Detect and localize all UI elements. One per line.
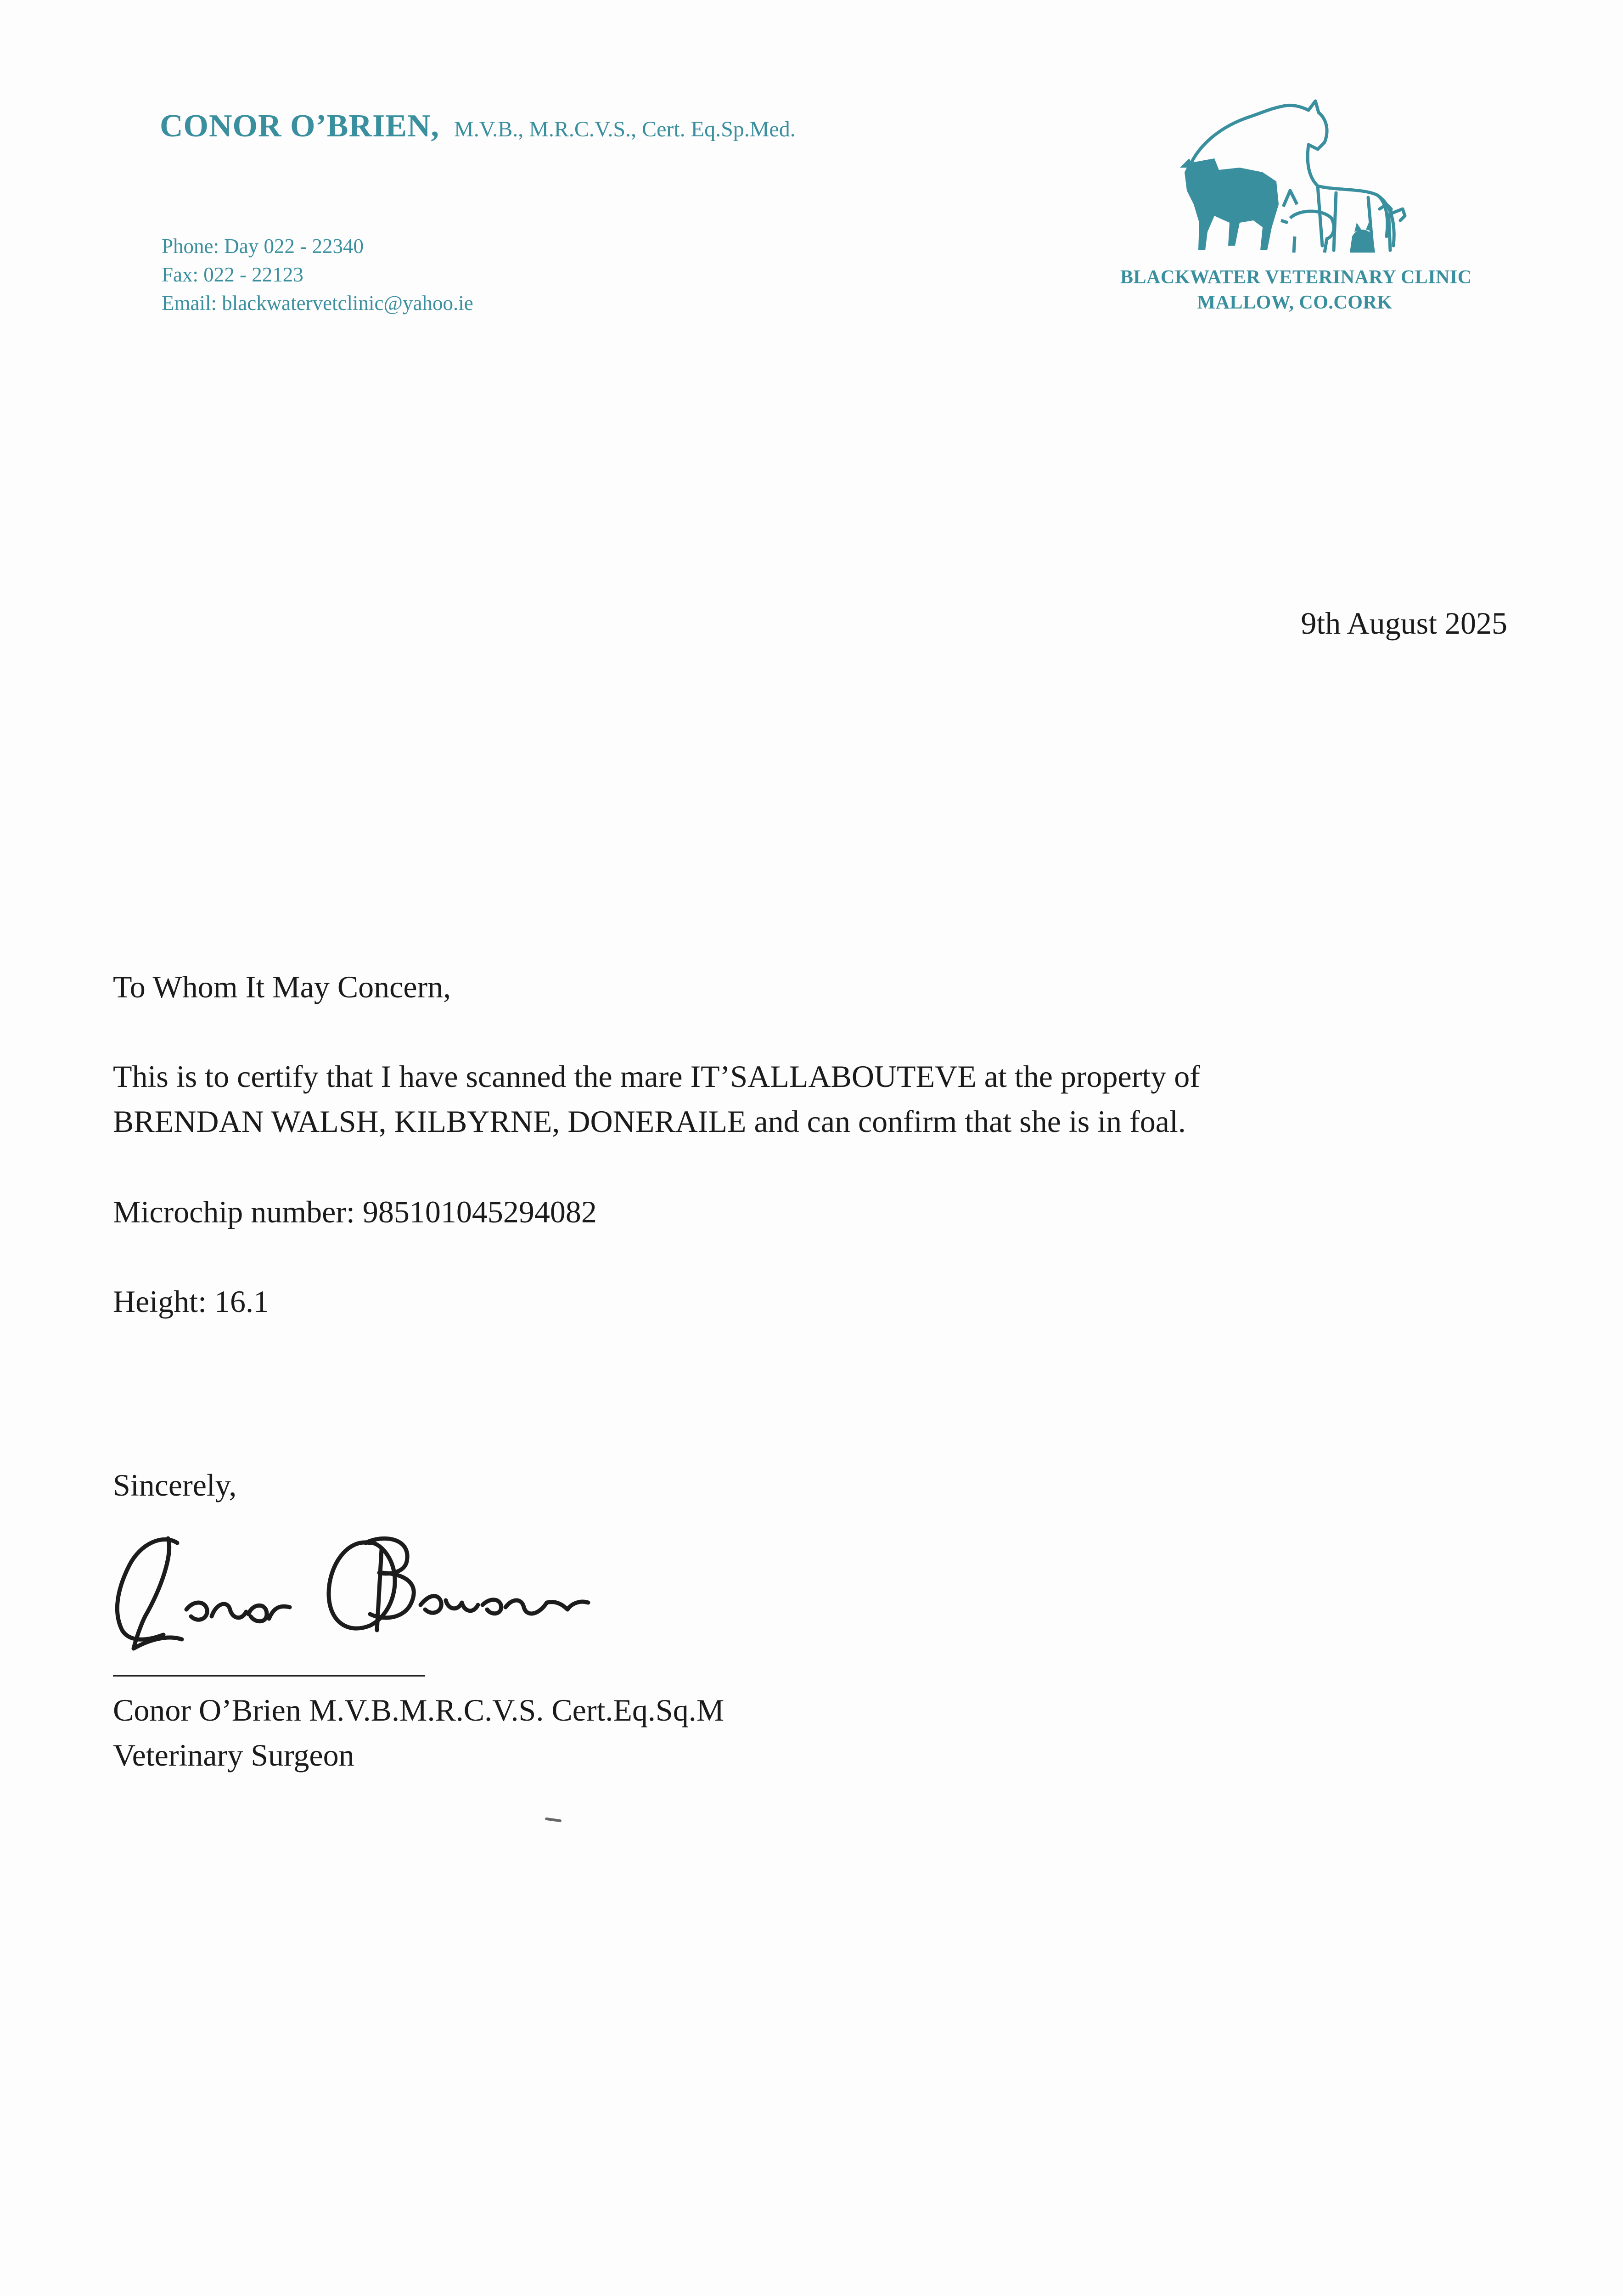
clinic-logo [1120, 99, 1472, 319]
animals-logo-icon [1171, 99, 1410, 264]
letter-date: 9th August 2025 [1301, 606, 1507, 641]
letterhead-name-line [160, 108, 796, 145]
salutation: To Whom It May Concern, [113, 969, 451, 1004]
vet-name: CONOR O’BRIEN, [160, 108, 440, 144]
contact-block [162, 232, 473, 317]
certification-line-1: This is to certify that I have scanned the mare IT’SALLABOUTEVE at the property of [113, 1059, 1200, 1094]
fax-line: Fax: 022 - 22123 [162, 263, 303, 286]
email-line: Email: blackwatervetclinic@yahoo.ie [162, 292, 473, 315]
microchip-number: Microchip number: 985101045294082 [113, 1194, 597, 1229]
signature-line [113, 1675, 425, 1677]
phone-line: Phone: Day 022 - 22340 [162, 235, 364, 258]
clinic-town: MALLOW, CO.CORK [1197, 292, 1393, 313]
closing: Sincerely, [113, 1468, 237, 1503]
scan-speck [545, 1818, 562, 1823]
height-line: Height: 16.1 [113, 1284, 269, 1319]
clinic-name: BLACKWATER VETERINARY CLINIC [1120, 267, 1472, 288]
signatory-title: Veterinary Surgeon [113, 1738, 354, 1773]
certification-line-2: BRENDAN WALSH, KILBYRNE, DONERAILE and can confirm that she is in foal. [113, 1104, 1186, 1139]
signatory-name: Conor O’Brien M.V.B.M.R.C.V.S. Cert.Eq.Sq.M [113, 1693, 724, 1728]
handwritten-signature [108, 1525, 636, 1662]
vet-qualifications: M.V.B., M.R.C.V.S., Cert. Eq.Sp.Med. [454, 117, 796, 141]
